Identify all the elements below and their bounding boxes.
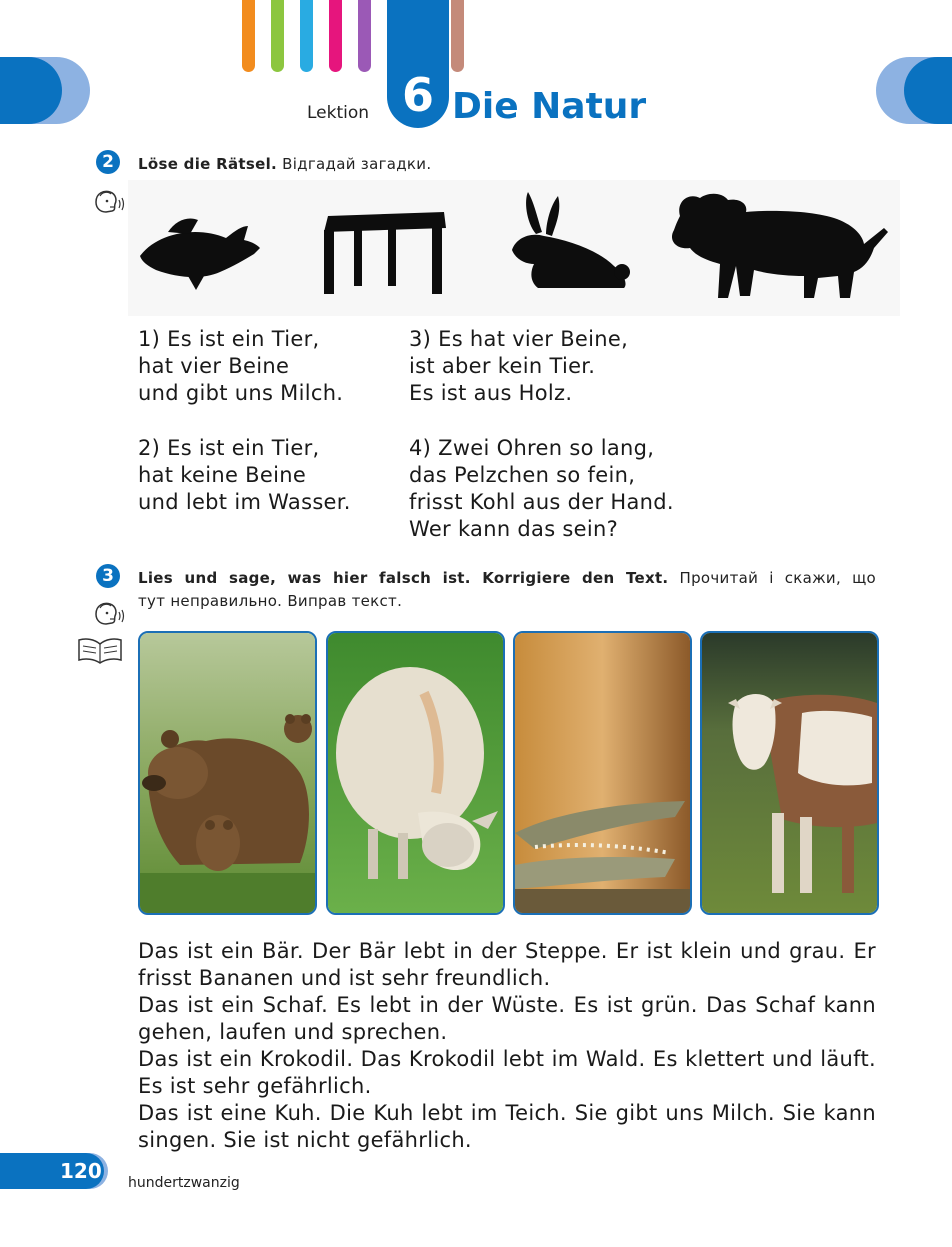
sheep-photo (326, 631, 505, 915)
cow-photo (700, 631, 879, 915)
exercise-3-text (138, 938, 876, 1154)
table-silhouette (324, 212, 446, 294)
exercise-3-number: 3 (96, 564, 120, 588)
speaking-icon (92, 600, 126, 628)
exercise-3-instruction (138, 569, 876, 587)
decor-stripe (358, 0, 371, 72)
bear-photo (138, 631, 317, 915)
exercise-2-instruction-translation: Відгадай загадки. (282, 155, 432, 173)
exercise-2-number: 2 (96, 150, 120, 174)
exercise-3-instruction-bold: Lies und sage, was hier falsch ist. Korrigiere den Text. (138, 569, 669, 587)
paragraph-bear: Das ist ein Bär. Der Bär lebt in der Steppe. Er ist klein und grau. Er frisst Bananen und ist sehr freundlich. (138, 939, 876, 990)
riddle-1 (138, 326, 398, 407)
riddle-line: hat vier Beine (138, 354, 290, 378)
riddle-3 (409, 326, 709, 407)
paragraph-cow: Das ist eine Kuh. Die Kuh lebt im Teich. Sie gibt uns Milch. Sie kann singen. Sie ist nicht gefährlich. (138, 1101, 876, 1152)
riddle-line: und lebt im Wasser. (138, 490, 351, 514)
decor-stripe (271, 0, 284, 72)
speaking-icon (92, 188, 126, 216)
decor-stripe (451, 0, 464, 72)
decor-stripe (329, 0, 342, 72)
riddle-line: das Pelzchen so fein, (409, 463, 636, 487)
open-book-icon (76, 636, 124, 666)
fish-silhouette (140, 219, 260, 291)
riddle-line: 1) Es ist ein Tier, (138, 327, 320, 351)
cow-silhouette (672, 194, 888, 298)
lesson-number: 6 (401, 68, 434, 122)
decor-stripe (242, 0, 255, 72)
exercise-2-instruction-bold: Löse die Rätsel. (138, 155, 278, 173)
exercise-2-instruction (138, 155, 431, 173)
silhouette-row (128, 180, 900, 316)
page-number: 120 (60, 1159, 102, 1183)
riddle-line: Wer kann das sein? (409, 517, 619, 541)
right-margin-tab (876, 57, 952, 124)
exercise-3-instruction-translation: Прочитай і скажи, що (679, 569, 876, 587)
riddle-line: frisst Kohl aus der Hand. (409, 490, 674, 514)
riddle-line: 4) Zwei Ohren so lang, (409, 436, 655, 460)
riddle-line: Es ist aus Holz. (409, 381, 573, 405)
riddle-line: ist aber kein Tier. (409, 354, 596, 378)
riddle-4 (409, 435, 709, 543)
riddle-line: 3) Es hat vier Beine, (409, 327, 629, 351)
riddle-line: und gibt uns Milch. (138, 381, 344, 405)
lektion-label: Lektion (307, 103, 370, 123)
rabbit-silhouette (512, 192, 630, 288)
riddle-2 (138, 435, 398, 516)
riddle-line: hat keine Beine (138, 463, 307, 487)
page-number-word: hundertzwanzig (128, 1175, 240, 1191)
lesson-title: Die Natur (452, 86, 647, 127)
paragraph-crocodile: Das ist ein Krokodil. Das Krokodil lebt im Wald. Es klettert und läuft. Es ist sehr gefährlich. (138, 1047, 876, 1098)
exercise-3-instruction-line-2: тут неправильно. Виправ текст. (138, 592, 403, 610)
left-margin-tab (0, 57, 90, 124)
riddle-line: 2) Es ist ein Tier, (138, 436, 320, 460)
decor-stripe (300, 0, 313, 72)
crocodile-photo (513, 631, 692, 915)
paragraph-sheep: Das ist ein Schaf. Es lebt in der Wüste. Es ist grün. Das Schaf kann gehen, laufen und sprechen. (138, 993, 876, 1044)
